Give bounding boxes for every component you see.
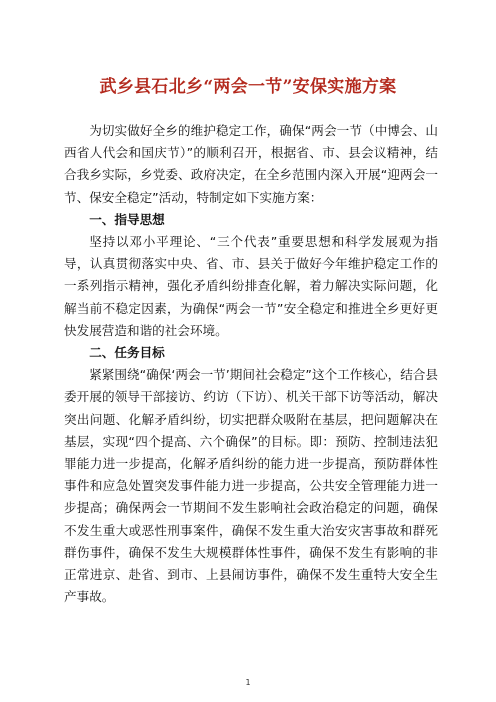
page-number: 1 <box>245 678 251 687</box>
section-heading-guiding-ideology: 一、指导思想 <box>89 211 165 227</box>
section-paragraph-task-goals: 紧紧围绕“确保‘两会一节’期间社会稳定”这个工作核心，结合县委开展的领导干部接访、约访（下访）、机关干部下访等活动，解决突出问题、化解矛盾纠纷，切实把群众吸附在基层，把问题解决在基层，实现“四个提高、六个确保”的目标。即：预防、控制违法犯罪能力进一步提高，化解矛盾纠纷的能力进一步提高，预防群体性事件和应急处置突发事件能力进一步提高，公共安全管理能力进一步提高；确保两会一节期间不发生影响社会政治稳定的问题，确保不发生重大或恶性刑事案件，确保不发生重大治安灾害事故和群死群伤事件，确保不发生大规模群体性事件，确保不发生有影响的非正常进京、赴省、到市、上县闹访事件，确保不发生重特大安全生产事故。 <box>64 367 438 605</box>
intro-paragraph: 为切实做好全乡的维护稳定工作，确保“两会一节（中博会、山西省人代会和国庆节）”的顺利召开，根据省、市、县会议精神，结合我乡实际，乡党委、政府决定，在全乡范围内深入开展“迎两会一节、保安全稳定”活动，特制定如下实施方案： <box>64 123 438 205</box>
document-title: 武乡县石北乡“两会一节”安保实施方案 <box>99 77 397 97</box>
section-heading-task-goals: 二、任务目标 <box>89 345 165 361</box>
section-paragraph-guiding-ideology: 坚持以邓小平理论、“三个代表”重要思想和科学发展观为指导，认真贯彻落实中央、省、市、县关于做好今年维护稳定工作的一系列指示精神，强化矛盾纠纷排查化解，着力解决实际问题，化解当前不稳定因素，为确保“两会一节”安全稳定和推进全乡更好更快发展营造和谐的社会环境。 <box>64 234 438 338</box>
document-body <box>64 120 438 608</box>
